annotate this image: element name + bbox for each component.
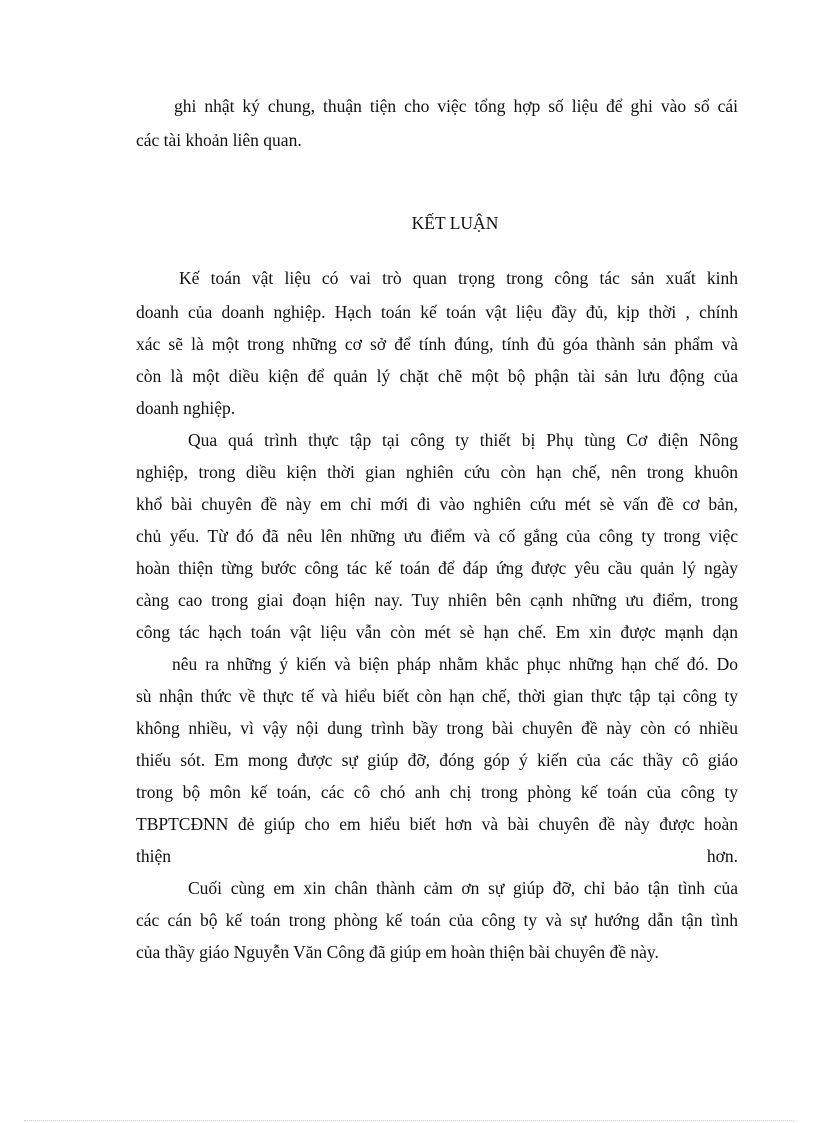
paragraph2-line-4: chủ yếu. Từ đó đã nêu lên những ưu điểm và cố gắng của công ty trong việc bbox=[136, 526, 738, 546]
paragraph1-line-3: xác sẽ là một trong những cơ sở để tính đúng, tính đủ góa thành sản phẩm và bbox=[136, 334, 738, 354]
paragraph2-line-9: sù nhận thức về thực tế và hiểu biết còn hạn chế, thời gian thực tập tại công ty bbox=[136, 686, 738, 706]
paragraph2-last-word-right: hơn. bbox=[706, 846, 738, 866]
section-heading: KẾT LUẬN bbox=[411, 213, 499, 233]
page-bottom-rule bbox=[24, 1120, 794, 1121]
paragraph2-line-2: nghiệp, trong diều kiện thời gian nghiên cứu còn hạn chế, nên trong khuôn bbox=[136, 462, 738, 482]
intro-line-2: các tài khoản liên quan. bbox=[136, 130, 302, 150]
paragraph2-line-10: không nhiều, vì vậy nội dung trình bầy trong bài chuyên đề này còn có nhiều bbox=[136, 718, 738, 738]
paragraph1-line-2: doanh của doanh nghiệp. Hạch toán kế toán vật liệu đầy đủ, kịp thời , chính bbox=[136, 302, 738, 322]
paragraph2-line-8: nêu ra những ý kiến và biện pháp nhằm khắc phục những hạn chế đó. Do bbox=[172, 654, 738, 674]
paragraph3-line-1: Cuối cùng em xin chân thành cảm ơn sự giúp đỡ, chỉ bảo tận tình của bbox=[188, 878, 738, 898]
intro-line-1: ghi nhật ký chung, thuận tiện cho việc tổng hợp số liệu để ghi vào sổ cái bbox=[174, 96, 738, 116]
paragraph1-line-1: Kế toán vật liệu có vai trò quan trọng trong công tác sản xuất kinh bbox=[179, 268, 738, 288]
paragraph3-line-3: của thầy giáo Nguyễn Văn Công đã giúp em hoàn thiện bài chuyên đề này. bbox=[136, 942, 659, 962]
paragraph2-line-5: hoàn thiện từng bước công tác kế toán để đáp ứng được yêu cầu quản lý ngày bbox=[136, 558, 738, 578]
paragraph2-line-12: trong bộ môn kế toán, các cô chó anh chị trong phòng kế toán của công ty bbox=[136, 782, 738, 802]
paragraph2-line-6: càng cao trong giai đoạn hiện nay. Tuy nhiên bên cạnh những ưu điểm, trong bbox=[136, 590, 738, 610]
paragraph1-line-5: doanh nghiệp. bbox=[136, 398, 236, 418]
paragraph1-line-4: còn là một diều kiện để quản lý chặt chẽ một bộ phận tài sản lưu động của bbox=[136, 366, 738, 386]
paragraph2-line-1: Qua quá trình thực tập tại công ty thiết bị Phụ tùng Cơ điện Nông bbox=[188, 430, 738, 450]
paragraph2-line-3: khổ bài chuyên đề này em chỉ mới đi vào nghiên cứu mét sè vấn đề cơ bản, bbox=[136, 494, 738, 514]
paragraph2-line-13: TBPTCĐNN đẻ giúp cho em hiểu biết hơn và bài chuyên đề này được hoàn bbox=[136, 814, 738, 834]
paragraph2-line-14 bbox=[136, 845, 738, 867]
paragraph3-line-2: các cán bộ kế toán trong phòng kế toán của công ty và sự hướng dẫn tận tình bbox=[136, 910, 738, 930]
paragraph2-line-7: công tác hạch toán vật liệu vẫn còn mét sè hạn chế. Em xin được mạnh dạn bbox=[136, 622, 738, 642]
paragraph2-line-11: thiếu sót. Em mong được sự giúp đỡ, đóng góp ý kiến của các thầy cô giáo bbox=[136, 750, 738, 770]
paragraph2-last-word-left: thiện bbox=[136, 846, 171, 866]
